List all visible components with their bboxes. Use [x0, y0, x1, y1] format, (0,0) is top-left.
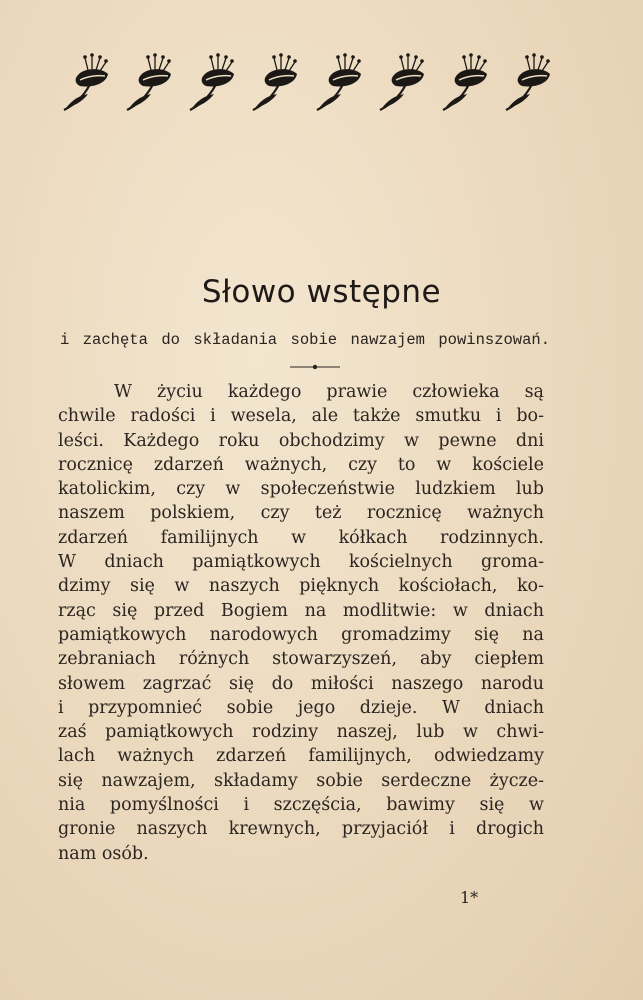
flower-ornament-icon: [247, 50, 305, 115]
text-line: nam osób.: [58, 843, 149, 864]
flower-ornament-icon: [374, 50, 432, 115]
text-line: dzimy się w naszych pięknych kościołach, ko-: [58, 576, 544, 597]
text-line: pamiątkowych narodowych gromadzimy się na: [58, 624, 544, 645]
flower-ornament-icon: [184, 50, 242, 115]
text-line: lach ważnych zdarzeń familijnych, odwiedzamy: [58, 746, 544, 767]
text-line: rocznicę zdarzeń ważnych, czy to w kościele: [58, 454, 544, 475]
text-line: naszem polskiem, czy też rocznicę ważnych: [58, 503, 544, 524]
text-line: i przypomnieć sobie jego dzieje. W dniach: [58, 697, 544, 718]
flower-ornament-icon: [500, 50, 558, 115]
text-line: nia pomyślności i szczęścia, bawimy się w: [58, 795, 544, 816]
flower-ornament-icon: [437, 50, 495, 115]
text-line: W dniach pamiątkowych kościelnych groma-: [58, 552, 544, 573]
page-number: 1*: [460, 888, 479, 907]
text-line: zdarzeń familijnych w kółkach rodzinnych.: [58, 527, 544, 548]
text-line: gronie naszych krewnych, przyjaciół i drogich: [58, 819, 544, 840]
text-line: zaś pamiątkowych rodziny naszej, lub w chwi-: [58, 722, 544, 743]
text-line: katolickim, czy w społeczeństwie ludzkiem lub: [58, 479, 544, 500]
divider-ornament: [290, 363, 340, 371]
ornament-row: [58, 50, 558, 115]
text-line: się nawzajem, składamy sobie serdeczne życze-: [58, 770, 544, 791]
text-line: leści. Każdego roku obchodzimy w pewne dni: [58, 430, 544, 451]
text-line: W życiu każdego prawie człowieka są: [114, 382, 544, 402]
flower-ornament-icon: [311, 50, 369, 115]
text-line: chwile radości i wesela, ale także smutku i bo-: [58, 406, 544, 427]
text-line: zebraniach różnych stowarzyszeń, aby ciepłem: [58, 649, 544, 670]
body-text: [58, 380, 544, 866]
page-title: Słowo wstępne: [201, 274, 442, 310]
flower-ornament-icon: [121, 50, 179, 115]
page-subtitle: i zachęta do składania sobie nawzajem powinszowań.: [60, 331, 550, 349]
flower-ornament-icon: [58, 50, 116, 115]
text-line: rząc się przed Bogiem na modlitwie: w dniach: [58, 600, 544, 621]
text-line: słowem zagrzać się do miłości naszego narodu: [58, 673, 544, 694]
